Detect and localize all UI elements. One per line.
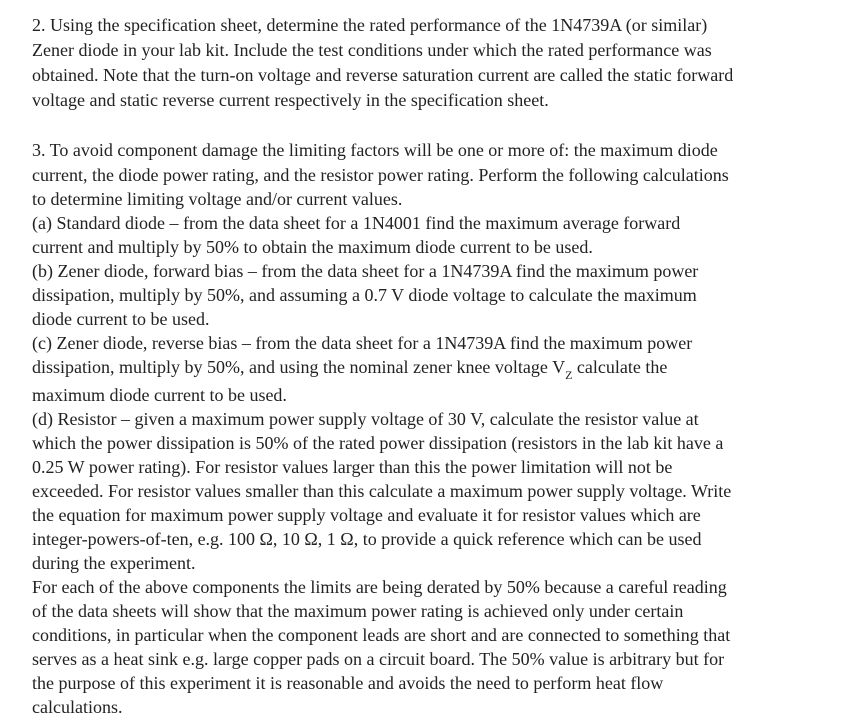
q3d-line-7: during the experiment. (32, 553, 196, 573)
q3a-line-1: (a) Standard diode – from the data sheet for a 1N4001 find the maximum average forward (32, 213, 681, 233)
q3c-line-3: maximum diode current to be used. (32, 385, 287, 405)
q3-note-line-6: calculations. (32, 697, 123, 717)
q3b-line-3: diode current to be used. (32, 309, 210, 329)
q3b-line-1: (b) Zener diode, forward bias – from the data sheet for a 1N4739A find the maximum power (32, 261, 699, 281)
q3d-line-4: exceeded. For resistor values smaller than this calculate a maximum power supply voltage. Write (32, 481, 732, 501)
q3d-line-2: which the power dissipation is 50% of the rated power dissipation (resistors in the lab kit have a (32, 433, 724, 453)
q3c-line-2 (32, 356, 667, 380)
q3b-line-2: dissipation, multiply by 50%, and assuming a 0.7 V diode voltage to calculate the maximum (32, 285, 697, 305)
vz-subscript: Z (565, 368, 573, 382)
q3-line-2: current, the diode power rating, and the resistor power rating. Perform the following calculations (32, 165, 729, 185)
q3d-line-1: (d) Resistor – given a maximum power supply voltage of 30 V, calculate the resistor value at (32, 409, 699, 429)
q3c-line-2-text: dissipation, multiply by 50%, and using the nominal zener knee voltage V (32, 357, 566, 377)
q3c-line-1: (c) Zener diode, reverse bias – from the data sheet for a 1N4739A find the maximum power (32, 333, 693, 353)
q3d-line-5: the equation for maximum power supply voltage and evaluate it for resistor values which are (32, 505, 701, 525)
q3d-line-3: 0.25 W power rating). For resistor values larger than this the power limitation will not be (32, 457, 673, 477)
q3a-line-2: current and multiply by 50% to obtain the maximum diode current to be used. (32, 237, 593, 257)
q2-line-3: obtained. Note that the turn-on voltage and reverse saturation current are called the static forward (32, 65, 734, 85)
q3-note-line-3: conditions, in particular when the component leads are short and are connected to something that (32, 625, 731, 645)
q3d-line-6: integer-powers-of-ten, e.g. 100 Ω, 10 Ω, 1 Ω, to provide a quick reference which can be used (32, 529, 702, 549)
q3c-line-2-tail: calculate the (572, 357, 668, 377)
q2-line-1: 2. Using the specification sheet, determine the rated performance of the 1N4739A (or similar) (32, 15, 708, 35)
q2-line-4: voltage and static reverse current respectively in the specification sheet. (32, 90, 549, 110)
q3-note-line-2: of the data sheets will show that the maximum power rating is achieved only under certain (32, 601, 684, 621)
q3-note-line-1: For each of the above components the limits are being derated by 50% because a careful reading (32, 577, 727, 597)
q3-note-line-4: serves as a heat sink e.g. large copper pads on a circuit board. The 50% value is arbitrary but for (32, 649, 725, 669)
q3-note-line-5: the purpose of this experiment it is reasonable and avoids the need to perform heat flow (32, 673, 664, 693)
q3-line-3: to determine limiting voltage and/or current values. (32, 189, 403, 209)
q2-line-2: Zener diode in your lab kit. Include the test conditions under which the rated performance was (32, 40, 712, 60)
q3-line-1: 3. To avoid component damage the limiting factors will be one or more of: the maximum diode (32, 140, 718, 160)
